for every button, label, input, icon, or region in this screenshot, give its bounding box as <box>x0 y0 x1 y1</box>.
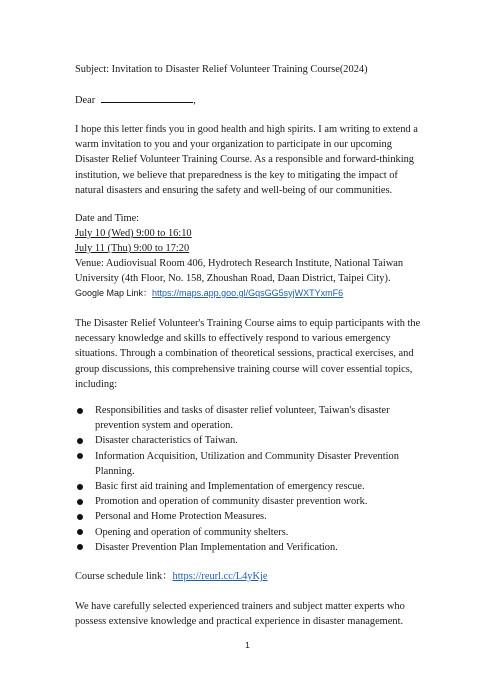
intro-paragraph: I hope this letter finds you in good health and high spirits. I am writing to extend a warm invitation to you and your organization to participate in our upcoming Disaster Relief Volunteer Training Course. As a responsible and forward-thinking institution, we believe that preparedness is the key to mitigating the impact of natural disasters and ensuring the safety and well-being of our communities. <box>75 124 418 196</box>
bullet-icon <box>77 499 83 505</box>
date-line-2: July 11 (Thu) 9:00 to 17:20 <box>75 243 190 254</box>
schedule-link[interactable]: https://reurl.cc/L4yKje <box>172 571 268 582</box>
list-item: Promotion and operation of community disaster prevention work. <box>75 494 427 509</box>
course-aims-paragraph: The Disaster Relief Volunteer's Training Course aims to equip participants with the necessary knowledge and skills to effectively respond to various emergency situations. Through a combination of theoretical sessions, practical exercises, and group discussions, this comprehensive training course will cover essential topics, including: <box>75 318 421 390</box>
greeting-line <box>75 92 427 108</box>
date-line-1: July 10 (Wed) 9:00 to 16:10 <box>75 228 192 239</box>
recipient-blank <box>101 92 193 103</box>
closing-paragraph: We have carefully selected experienced trainers and subject matter experts who possess extensive knowledge and practical experience in disaster management. <box>75 601 405 628</box>
bullet-icon <box>77 529 83 535</box>
list-item: Personal and Home Protection Measures. <box>75 509 427 524</box>
list-item: Disaster Prevention Plan Implementation and Verification. <box>75 540 427 555</box>
page-number: 1 <box>245 640 250 650</box>
bullet-icon <box>77 438 83 444</box>
list-item: Disaster characteristics of Taiwan. <box>75 433 427 448</box>
bullet-icon <box>77 453 83 459</box>
topics-list <box>75 403 427 555</box>
datetime-heading: Date and Time: <box>75 213 140 224</box>
list-item: Information Acquisition, Utilization and Community Disaster Prevention Planning. <box>75 449 427 479</box>
bullet-icon <box>77 484 83 490</box>
greeting-comma: , <box>193 95 196 106</box>
map-link-line <box>75 286 427 301</box>
greeting-text: Dear <box>75 95 96 106</box>
list-item: Responsibilities and tasks of disaster relief volunteer, Taiwan's disaster prevention system and operation. <box>75 403 427 433</box>
map-link[interactable]: https://maps.app.goo.gl/GqsGG5syjWXTYxmF6 <box>152 288 344 298</box>
map-link-label: Google Map Link： <box>75 288 153 298</box>
bullet-icon <box>77 514 83 520</box>
list-item: Basic first aid training and Implementation of emergency rescue. <box>75 479 427 494</box>
subject-line: Subject: Invitation to Disaster Relief Volunteer Training Course(2024) <box>75 64 368 75</box>
bullet-icon <box>77 408 83 414</box>
schedule-link-line <box>75 569 427 584</box>
schedule-link-label: Course schedule link： <box>75 571 173 582</box>
list-item: Opening and operation of community shelters. <box>75 525 427 540</box>
bullet-icon <box>77 544 83 550</box>
venue-text: Venue: Audiovisual Room 406, Hydrotech Research Institute, National Taiwan University (4th Floor, No. 158, Zhoushan Road, Daan District, Taipei City). <box>75 258 404 285</box>
